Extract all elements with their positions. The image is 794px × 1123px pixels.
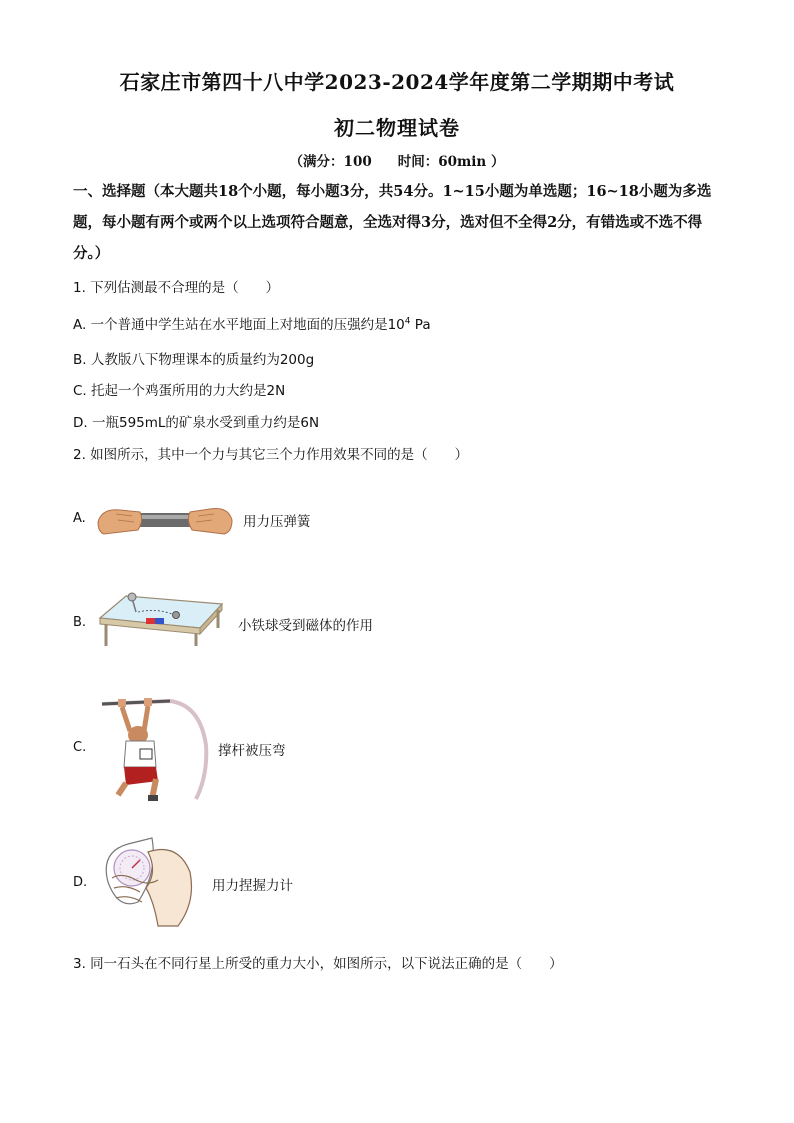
q1-option-a-text: A. 一个普通中学生站在水平地面上对地面的压强约是10 — [73, 317, 405, 333]
q1-stem: 1. 下列估测最不合理的是（ ） — [73, 280, 280, 296]
section-heading: 一、选择题（本大题共18个小题，每小题3分，共54分。1~15小题为单选题；16~18小题为多选题，每小题有两个或两个以上选项符合题意，全选对得3分，选对但不全得2分，有错选或不选不得分。） — [73, 183, 712, 262]
q2-stem: 2. 如图所示，其中一个力与其它三个力作用效果不同的是（ ） — [73, 447, 469, 463]
q1-option-b: B. 人教版八下物理课本的质量约为200g — [73, 352, 315, 368]
hand-dynamometer-illustration — [98, 832, 198, 930]
exam-subtitle: 初二物理试卷 — [334, 116, 460, 140]
q2-option-a-letter: A. — [73, 511, 86, 526]
q2-option-c-letter: C. — [73, 740, 87, 755]
q1-option-c: C. 托起一个鸡蛋所用的力大约是2N — [73, 383, 286, 399]
q3-stem: 3. 同一石头在不同行星上所受的重力大小，如图所示，以下说法正确的是（ ） — [73, 956, 563, 972]
exam-title: 石家庄市第四十八中学2023-2024学年度第二学期期中考试 — [119, 70, 675, 94]
q2-option-b-letter: B. — [73, 615, 87, 630]
time-info: 时间：60min ） — [397, 154, 505, 170]
score-info: （满分：100 — [289, 154, 372, 170]
q2-option-d-letter: D. — [73, 875, 88, 890]
q1-option-a-unit: Pa — [410, 317, 431, 333]
magnet-ball-illustration — [96, 588, 224, 648]
exam-meta — [0, 150, 794, 170]
spring-press-illustration — [96, 500, 234, 542]
q1-option-a — [73, 313, 431, 333]
q2-option-d-caption: 用力捏握力计 — [212, 878, 293, 894]
pole-vault-illustration — [100, 695, 210, 805]
q2-option-c-caption: 撑杆被压弯 — [218, 743, 286, 759]
q1-option-a-exponent: 4 — [404, 316, 411, 327]
q2-option-a-caption: 用力压弹簧 — [243, 514, 311, 530]
q1-option-d: D. 一瓶595mL的矿泉水受到重力约是6N — [73, 415, 320, 431]
q2-option-b-caption: 小铁球受到磁体的作用 — [238, 618, 373, 634]
